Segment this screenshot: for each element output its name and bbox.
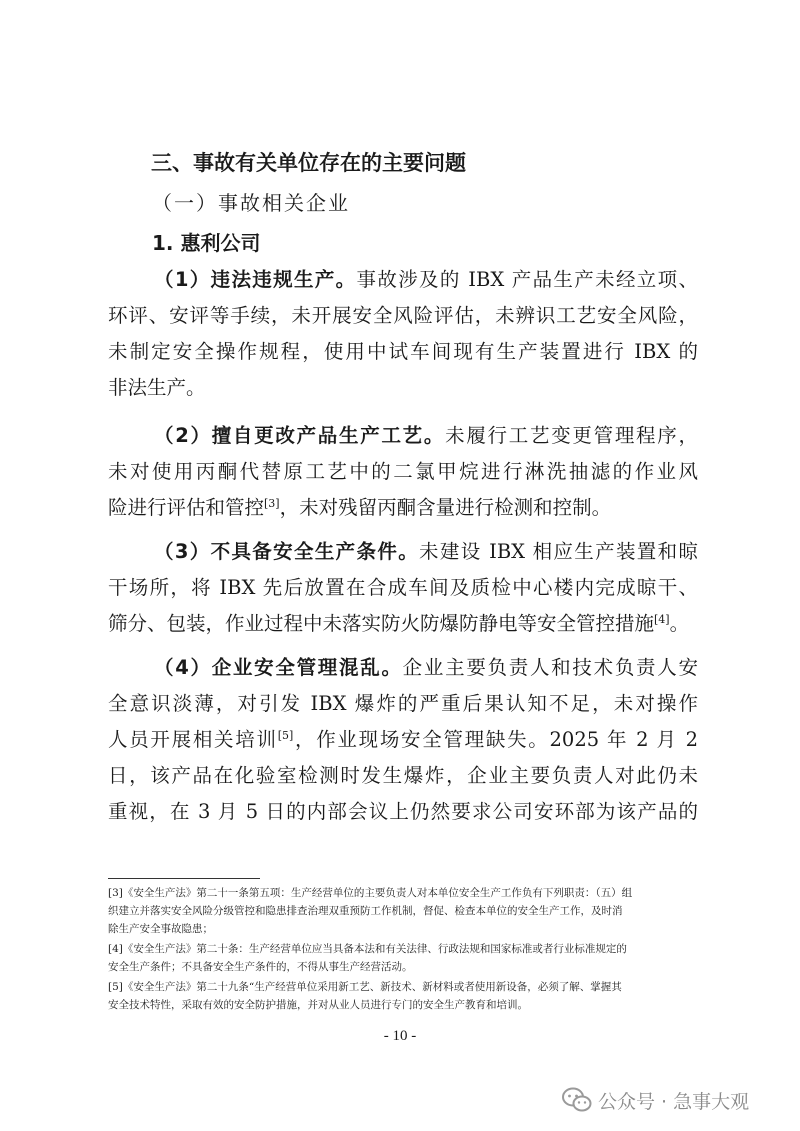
paragraph-line: 环评、安评等手续，未开展安全风险评估，未辨识工艺安全风险， bbox=[108, 304, 698, 327]
paragraph-3 bbox=[108, 534, 698, 642]
watermark-text: 公众号 · 急事大观 bbox=[598, 1090, 750, 1113]
paragraph-label: （2）擅自更改产品生产工艺。 bbox=[154, 424, 446, 447]
wechat-icon bbox=[562, 1087, 592, 1113]
paragraph-line: 重视，在 3 月 5 日的内部会议上仍然要求公司安环部为该产品的 bbox=[108, 800, 698, 823]
paragraph-line: 筛分、包装，作业过程中未落实防火防爆防静电等安全管控措施[4]。 bbox=[108, 612, 690, 635]
paragraph-line: 日，该产品在化验室检测时发生爆炸，企业主要负责人对此仍未 bbox=[108, 764, 698, 787]
paragraph-line: 全意识淡薄，对引发 IBX 爆炸的严重后果认知不足，未对操作 bbox=[108, 692, 698, 715]
paragraph-line: 干场所，将 IBX 先后放置在合成车间及质检中心楼内完成晾干、 bbox=[108, 576, 698, 599]
paragraph-label: （3）不具备安全生产条件。 bbox=[154, 540, 420, 563]
sub-heading: （一）事故相关企业 bbox=[152, 191, 350, 215]
paragraph-line: 非法生产。 bbox=[108, 376, 206, 399]
section-heading: 三、事故有关单位存在的主要问题 bbox=[151, 151, 466, 175]
footnotes bbox=[108, 884, 700, 1016]
footnote-4: [4]《安全生产法》第二十条：生产经营单位应当具备本法和有关法律、行政法规和国家标准或者行业标准规定的 安全生产条件；不具备安全生产条件的，不得从事生产经营活动。 bbox=[108, 943, 627, 973]
footnote-3: [3]《安全生产法》第二十一条第五项：生产经营单位的主要负责人对本单位安全生产工作负有下列职责：（五）组 织建立并落实安全风险分级管控和隐患排查治理双重预防工作机制，督促、检查本单位的安全生产工作，及时消 除生产安全事故隐患； bbox=[108, 887, 633, 935]
company-heading: 1. 惠利公司 bbox=[152, 231, 261, 255]
paragraph-line: 未对使用丙酮代替原工艺中的二氯甲烷进行淋洗抽滤的作业风 bbox=[108, 460, 698, 483]
watermark bbox=[562, 1086, 749, 1114]
footnote-ref: [3] bbox=[264, 497, 280, 510]
footnote-divider bbox=[108, 878, 260, 879]
paragraph-line: （1）违法违规生产。事故涉及的 IBX 产品生产未经立项、 bbox=[154, 268, 698, 291]
footnote-ref: [5] bbox=[277, 729, 294, 742]
paragraph-line: 人员开展相关培训[5]，作业现场安全管理缺失。2025 年 2 月 2 bbox=[108, 728, 698, 751]
paragraph-line: （4）企业安全管理混乱。企业主要负责人和技术负责人安 bbox=[154, 656, 698, 679]
paragraph-line: 未制定安全操作规程，使用中试车间现有生产装置进行 IBX 的 bbox=[108, 340, 698, 363]
footnote-ref: [4] bbox=[654, 613, 670, 626]
paragraph-2 bbox=[108, 418, 698, 526]
paragraph-1 bbox=[108, 262, 698, 406]
paragraph-label: （1）违法违规生产。 bbox=[154, 268, 357, 291]
paragraph-line: （2）擅自更改产品生产工艺。未履行工艺变更管理程序， bbox=[154, 424, 698, 447]
paragraph-label: （4）企业安全管理混乱。 bbox=[154, 656, 403, 679]
paragraph-line: （3）不具备安全生产条件。未建设 IBX 相应生产装置和晾 bbox=[154, 540, 698, 563]
footnote-5: [5]《安全生产法》第二十九条“生产经营单位采用新工艺、新技术、新材料或者使用新设备，必须了解、掌握其 安全技术特性，采取有效的安全防护措施，并对从业人员进行专门的安全生产教育和培训。 bbox=[108, 981, 622, 1011]
page-number: - 10 - bbox=[383, 1028, 417, 1044]
paragraph-line: 险进行评估和管控[3]，未对残留丙酮含量进行检测和控制。 bbox=[108, 496, 612, 519]
paragraph-4 bbox=[108, 650, 698, 830]
